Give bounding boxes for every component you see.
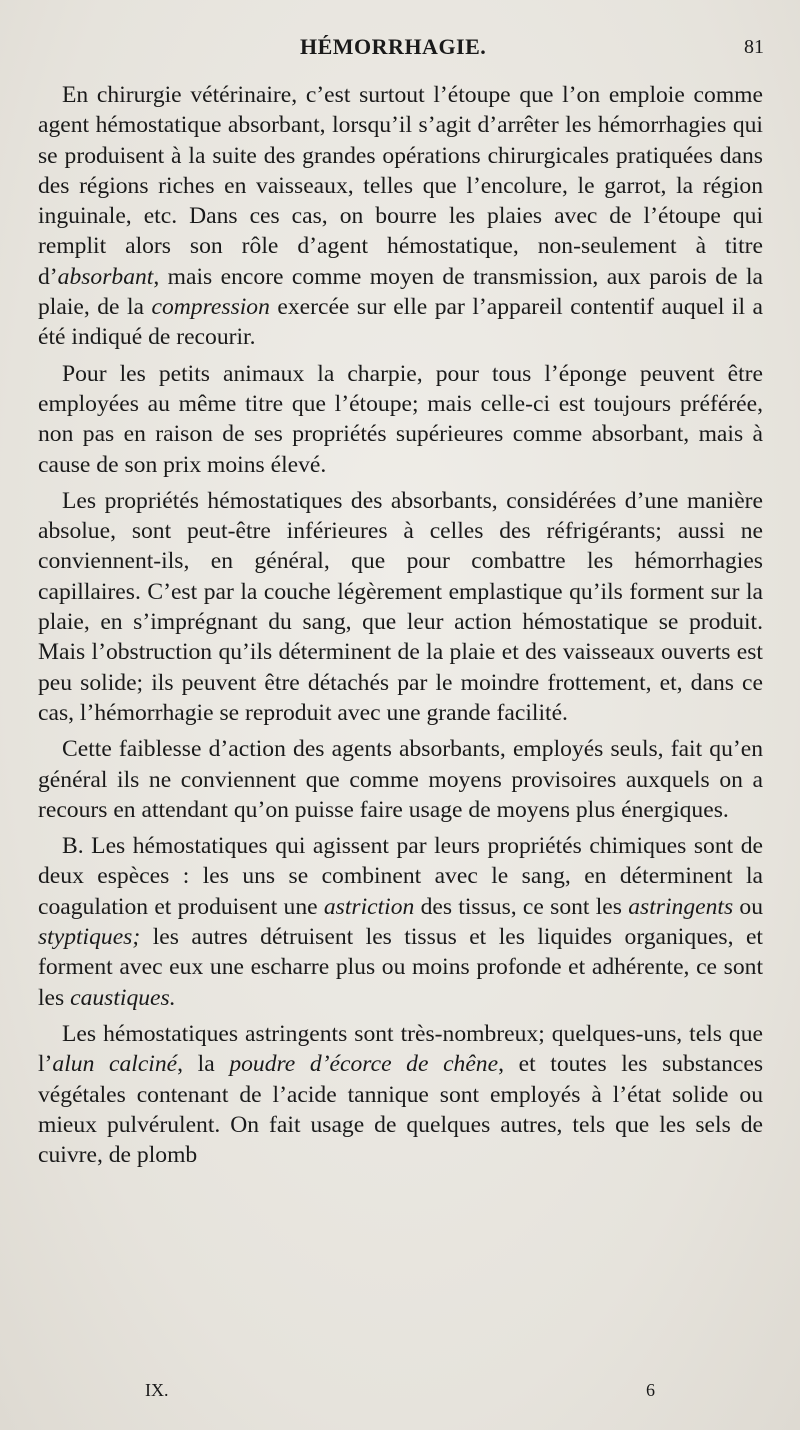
text-run: Les propriétés hémostatiques des absorbants, considérées d’une manière absolue, sont peut-être inférieures à celles des réfrigérants; aussi ne conviennent-ils, en général, que pour combattre les hémorrhagies capillaires. C’est par la couche légèrement emplastique qu’ils forment sur la plaie, en s’imprégnant du sang, que leur action hémostatique se produit. Mais l’obstruction qu’ils déterminent de la plaie et des vaisseaux ouverts est peu solide; ils peuvent être détachés par le moindre frottement, et, dans ce cas, l’hémorrhagie se reproduit avec une grande facilité. (38, 487, 763, 726)
paragraph (38, 80, 763, 353)
italic-text: caustiques. (70, 984, 176, 1011)
text-run: Les hémostatiques astringents sont très-nombreux; quelques-uns, tels que l’ (38, 1020, 763, 1078)
text-run: En chirurgie vétérinaire, c’est surtout l’étoupe que l’on emploie comme agent hémostatique absorbant, lorsqu’il s’agit d’arrêter les hémorrhagies qui se produisent à la suite des grandes opérations chirurgicales pratiquées dans des régions riches en vaisseaux, telles que l’encolure, le garrot, la région inguinale, etc. Dans ces cas, on bourre les plaies avec de l’étoupe qui remplit alors son rôle d’agent hémostatique, non-seulement à titre d’ (38, 82, 763, 290)
paragraph (38, 486, 763, 728)
italic-text: astriction (323, 893, 415, 920)
text-run: , mais encore comme moyen de transmission, aux parois de la plaie, de la (38, 263, 763, 321)
text-run: Cette faiblesse d’action des agents absorbants, employés seuls, fait qu’en général ils ne conviennent que comme moyens provisoires auxquels on a recours en attendant qu’on puisse faire usage de moyens plus énergiques. (38, 736, 763, 823)
text-run: , et toutes les substances végétales contenant de l’acide tannique sont employés à l’état solide ou mieux pulvérulent. On fait usage de quelques autres, tels que les sels de cuivre, de plomb (38, 1051, 763, 1169)
page-title: HÉMORRHAGIE. (300, 34, 487, 59)
sheet-number: 6 (646, 1380, 655, 1400)
paragraph (38, 831, 763, 1013)
italic-text: styptiques; (38, 924, 141, 951)
text-run: des tissus, ce sont les (414, 893, 629, 920)
italic-text: astringents (628, 893, 734, 920)
signature-mark: IX. (145, 1380, 169, 1400)
running-header (0, 34, 800, 68)
text-run: B. Les hémostatiques qui agissent par leurs propriétés chimiques sont de deux espèces : les uns se combinent avec le sang, en déterminent la coagulation et produisent une (38, 833, 763, 920)
text-run: exercée sur elle par l’appareil contentif auquel il a été indiqué de recourir. (38, 294, 763, 351)
italic-text: compression (151, 294, 270, 321)
italic-text: poudre d’écorce de chêne (229, 1051, 499, 1078)
italic-text: alun calciné (52, 1051, 178, 1078)
paragraph (38, 734, 763, 825)
italic-text: absorbant (57, 263, 154, 290)
page-number: 81 (744, 36, 764, 58)
paragraph (38, 359, 763, 480)
text-run: Pour les petits animaux la charpie, pour tous l’éponge peuvent être employées au même titre que l’étoupe; mais celle-ci est toujours préférée, non pas en raison de ses propriétés supérieures comme absorbant, mais à cause de son prix moins élevé. (38, 360, 763, 478)
page-footer (0, 1380, 800, 1410)
paragraph (38, 1019, 763, 1170)
text-run: ou (733, 893, 763, 920)
text-run: , la (177, 1051, 230, 1078)
text-run: les autres détruisent les tissus et les liquides organiques, et forment avec eux une escharre plus ou moins profonde et adhérente, ce sont les (38, 924, 763, 1011)
body-text (38, 80, 763, 1176)
